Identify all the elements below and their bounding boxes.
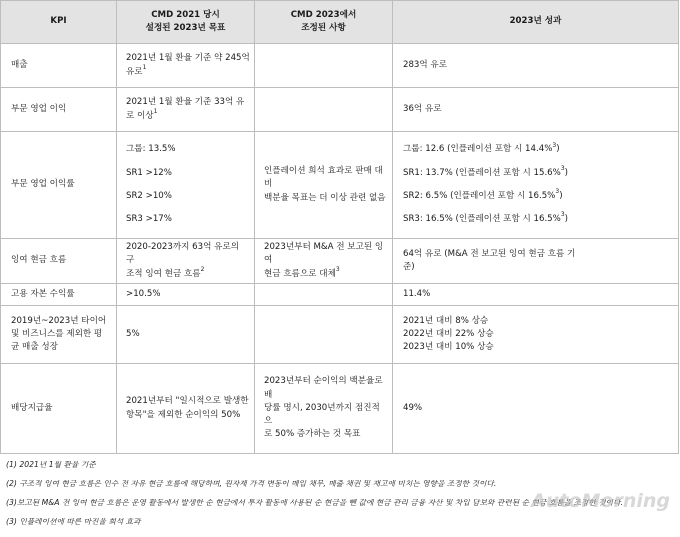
footnote-2: (2) 구조적 잉여 현금 흐름은 인수 전 자유 현금 흐름에 해당하며, 원자재 가격 변동이 매입 채무, 매출 채권 및 재고에 미치는 영향을 조정한 것이다.: [6, 480, 497, 488]
cell-line: 항목"을 제외한 순이익의 50%: [126, 409, 241, 420]
watermark-logo: AutoMorning: [531, 490, 670, 512]
cell-line: SR2: 6.5% (인플레이션 포함 시 16.5%$^3$): [403, 188, 563, 201]
header-adjust-2023: [255, 1, 393, 44]
cell-line: 64억 유로 (M&A 전 보고된 잉여 현금 흐름 기: [403, 248, 576, 259]
cell-line: 매출: [11, 59, 28, 70]
cell-line: SR2 >10%: [126, 191, 172, 201]
cell-line: 로 이상$^1$: [126, 107, 158, 121]
footnote-4: (3) 인플레이션에 따른 마진율 희석 효과: [6, 518, 141, 526]
header-target-2021: [117, 1, 255, 44]
cell-line: 2019년~2023년 타이어: [11, 315, 107, 326]
target-cell: [117, 88, 255, 132]
line-spacer: [126, 180, 250, 190]
footnote-1: (1) 2021년 1월 환율 기준: [6, 461, 96, 469]
table-header-row: [1, 1, 679, 44]
footnote-marker: 3: [560, 164, 565, 172]
table-row: [1, 284, 679, 306]
cell-line: SR1: 13.7% (인플레이션 포함 시 15.6%$^3$): [403, 164, 569, 178]
target-cell: [117, 44, 255, 88]
cell-line: 2020-2023까지 63억 유로의 구: [126, 242, 240, 266]
header-line: CMD 2023에서: [290, 9, 357, 20]
footnote-marker: 2: [200, 265, 205, 273]
cell-line: 36억 유로: [403, 103, 442, 114]
cell-line: 2021년 대비 8% 상승: [403, 315, 489, 326]
footnote-marker: 1: [142, 63, 147, 71]
result-cell: [393, 132, 679, 239]
cell-line: 5%: [126, 328, 140, 339]
footnote-3: (3)보고된 M&A 전 잉여 현금 흐름은 운영 활동에서 발생한 순 현금에서 투자 활동에 사용된 순 현금을 뺀 값에 현금 관리 금융 자산 및 차입 담보와 관련된 순 현금 흐름을 조정한 것이다.: [6, 499, 623, 507]
cell-line: 2021년부터 "일시적으로 발생한: [126, 396, 249, 407]
cell-line: 배당지급율: [11, 402, 53, 413]
target-cell: [117, 132, 255, 239]
result-cell: [393, 284, 679, 306]
cell-line: 2021년 1월 환율 기준 33억 유: [126, 97, 245, 108]
cell-line: 균 매출 성장: [11, 342, 58, 353]
kpi-cell: [1, 239, 117, 284]
cell-line: 고용 자본 수익률: [11, 288, 75, 299]
adjust-cell: [255, 132, 393, 239]
cell-line: 현금 흐름으로 대체$^3$: [264, 265, 340, 279]
cell-line: 49%: [403, 402, 423, 413]
cell-line: 로 50% 증가하는 것 목표: [264, 429, 361, 440]
cell-line: 2022년 대비 22% 상승: [403, 328, 494, 339]
header-adjust-label: [259, 9, 388, 36]
cell-line: SR1 >12%: [126, 167, 172, 178]
cell-line: 그룹: 12.6 (인플레이션 포함 시 14.4%$^3$): [403, 141, 560, 155]
cell-line: 백분율 목표는 더 이상 관련 없음: [264, 192, 386, 203]
cell-line: 잉여 현금 흐름: [11, 255, 67, 266]
kpi-cell: [1, 88, 117, 132]
cell-line: 당률 명시, 2030년까지 점진적으: [264, 402, 380, 427]
result-cell: [393, 364, 679, 454]
cell-line: SR3 >17%: [126, 214, 172, 225]
cell-line: 283억 유로: [403, 59, 448, 70]
target-cell: [117, 364, 255, 454]
cell-line: 2021년 1월 환율 기준 약 245억: [126, 53, 250, 64]
adjust-cell: [255, 306, 393, 364]
line-spacer: [403, 203, 673, 213]
cell-line: 조적 잉여 현금 흐름$^2$: [126, 265, 205, 279]
header-line: 조정된 사항: [301, 23, 346, 33]
cell-line: 2023년부터 M&A 전 보고된 잉여: [264, 242, 384, 266]
header-line: CMD 2021 당시: [151, 9, 220, 20]
target-cell: [117, 284, 255, 306]
footnote-marker: 3: [335, 265, 340, 273]
header-result-label: 2023년 성과: [509, 16, 562, 27]
cell-line: 유로$^1$: [126, 63, 147, 77]
kpi-cell: [1, 132, 117, 239]
adjust-cell: [255, 44, 393, 88]
result-cell: [393, 306, 679, 364]
footnote-marker: 3: [560, 211, 565, 219]
target-cell: [117, 239, 255, 284]
cell-line: 2023년 대비 10% 상승: [403, 342, 494, 353]
adjust-cell: [255, 239, 393, 284]
line-spacer: [403, 157, 673, 167]
cell-line: 인플레이션 희석 효과로 판매 대비: [264, 166, 383, 190]
kpi-cell: [1, 306, 117, 364]
cell-line: SR3: 16.5% (인플레이션 포함 시 16.5%$^3$): [403, 211, 569, 225]
table-row: [1, 306, 679, 364]
table-row: [1, 239, 679, 284]
table-row: [1, 364, 679, 454]
header-result-2023: [393, 1, 679, 44]
line-spacer: [126, 157, 250, 167]
footnote-marker: 1: [153, 107, 158, 115]
result-cell: [393, 239, 679, 284]
header-target-label: [121, 9, 250, 36]
adjust-cell: [255, 364, 393, 454]
cell-line: 부문 영업 이익률: [11, 179, 75, 190]
result-cell: [393, 88, 679, 132]
kpi-cell: [1, 364, 117, 454]
cell-line: 11.4%: [403, 288, 431, 299]
footnote-marker: 3: [552, 141, 557, 149]
cell-line: 준): [403, 262, 415, 272]
kpi-cell: [1, 284, 117, 306]
result-cell: [393, 44, 679, 88]
line-spacer: [403, 180, 673, 190]
cell-line: 부문 영업 이익: [11, 103, 67, 114]
header-line: 설정된 2023년 목표: [145, 23, 226, 33]
kpi-cell: [1, 44, 117, 88]
line-spacer: [126, 203, 250, 213]
table-row: [1, 44, 679, 88]
cell-line: >10.5%: [126, 288, 161, 299]
header-kpi: [1, 1, 117, 44]
target-cell: [117, 306, 255, 364]
adjust-cell: [255, 88, 393, 132]
cell-line: 및 비즈니스를 제외한 평: [11, 328, 103, 339]
footnote-marker: 3: [555, 188, 560, 196]
table-row: [1, 88, 679, 132]
header-kpi-label: KPI: [50, 16, 67, 27]
adjust-cell: [255, 284, 393, 306]
cell-line: 그룹: 13.5%: [126, 144, 176, 155]
cell-line: 2023년부터 순이익의 백분율로 배: [264, 376, 383, 400]
table-row: [1, 132, 679, 239]
